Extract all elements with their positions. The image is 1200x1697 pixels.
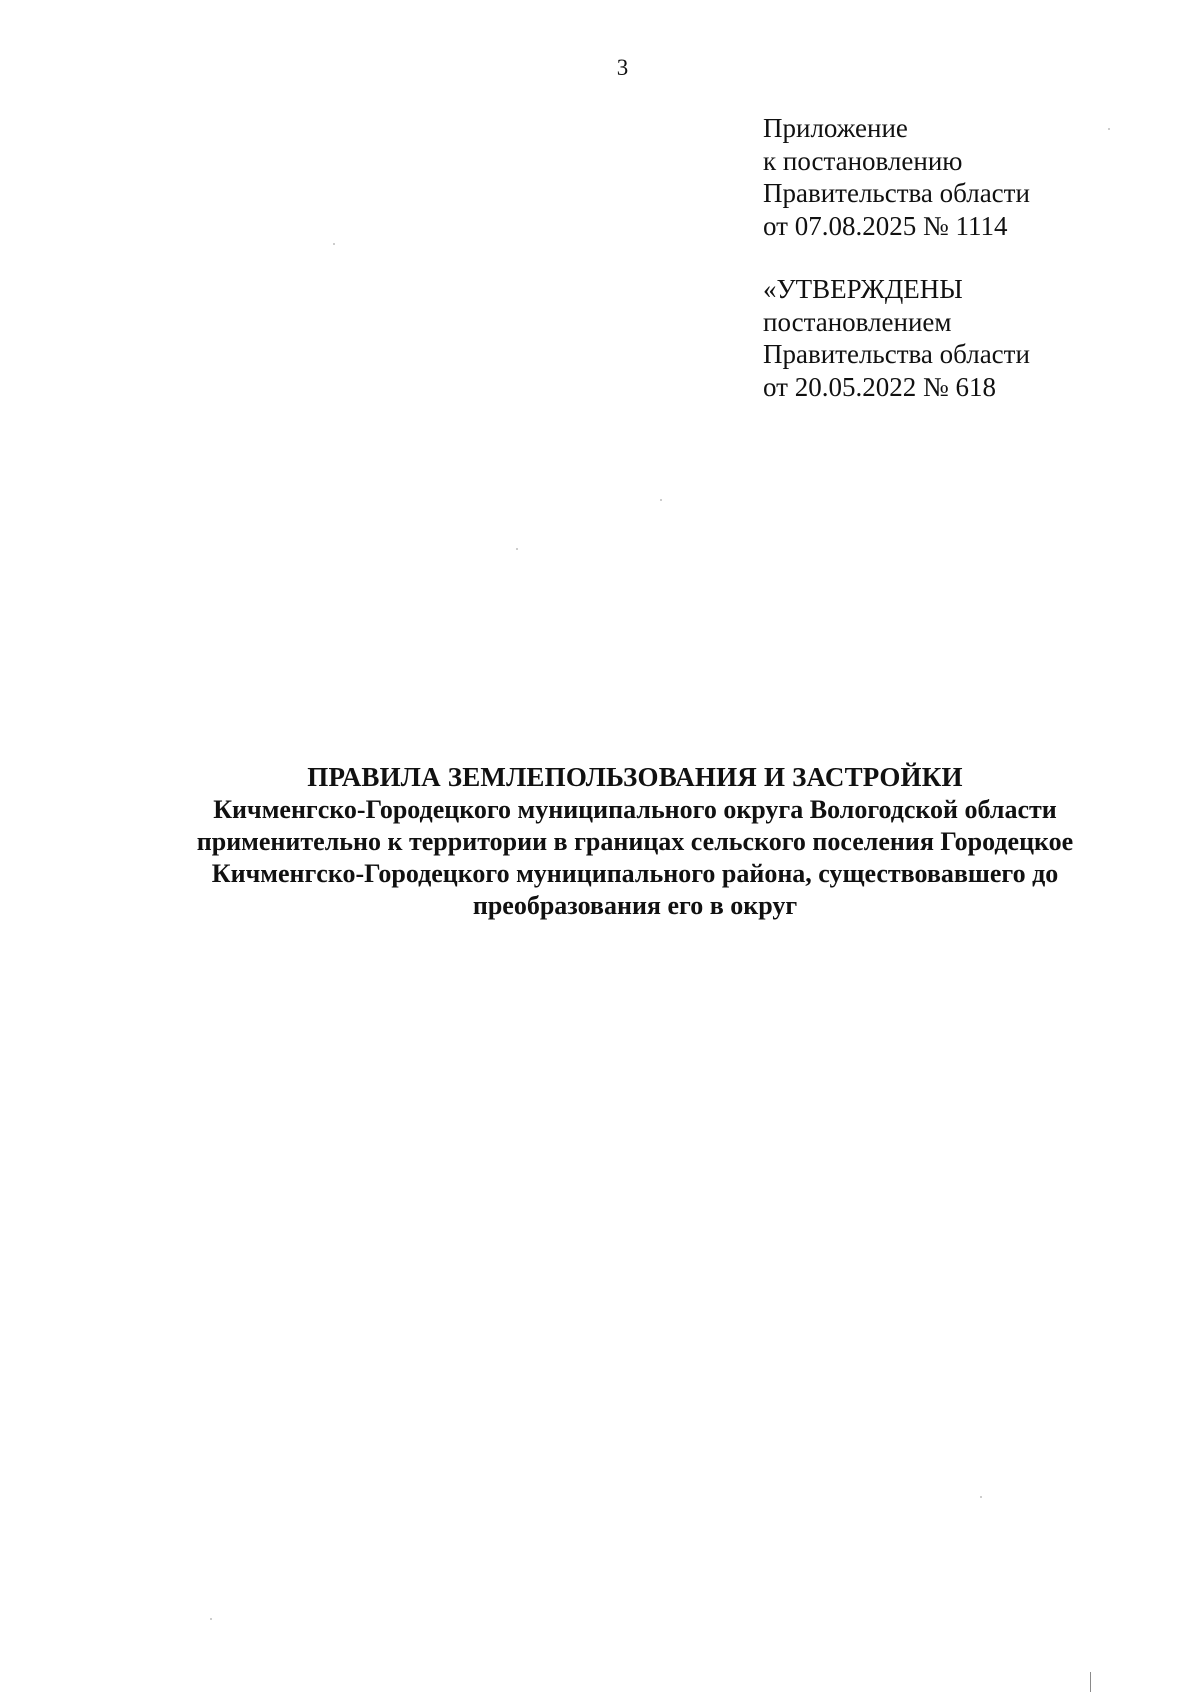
document-subtitle-line: Кичменгско-Городецкого муниципального округа Вологодской области bbox=[213, 795, 1057, 824]
document-title: ПРАВИЛА ЗЕМЛЕПОЛЬЗОВАНИЯ И ЗАСТРОЙКИ bbox=[307, 762, 963, 792]
approved-label: «УТВЕРЖДЕНЫ bbox=[763, 274, 963, 304]
scan-speck bbox=[660, 499, 662, 501]
scan-speck bbox=[516, 548, 518, 550]
annex-line: Правительства области bbox=[763, 178, 1030, 208]
annex-label: Приложение bbox=[763, 113, 908, 143]
approved-line: постановлением bbox=[763, 306, 952, 337]
document-subtitle-line: применительно к территории в границах сельского поселения Городецкое bbox=[196, 827, 1074, 856]
page-number: 3 bbox=[616, 55, 629, 80]
approved-line: Правительства области bbox=[763, 339, 1030, 369]
approved-date-number: от 20.05.2022 № 618 bbox=[763, 371, 996, 402]
annex-line: к постановлению bbox=[763, 145, 963, 176]
annex-date-number: от 07.08.2025 № 1114 bbox=[763, 210, 1008, 241]
scan-speck bbox=[210, 1618, 212, 1620]
document-subtitle-line: Кичменгско-Городецкого муниципального района, существовавшего до bbox=[211, 859, 1059, 888]
document-subtitle-line: преобразования его в округ bbox=[472, 891, 798, 920]
scan-speck bbox=[1108, 128, 1110, 130]
scan-speck bbox=[333, 243, 335, 245]
annex-reference-block bbox=[763, 112, 1030, 242]
document-title-block bbox=[0, 760, 1200, 922]
scan-speck bbox=[980, 1496, 982, 1498]
scan-edge-mark bbox=[1090, 1672, 1091, 1692]
approval-stamp-block bbox=[763, 273, 1030, 403]
